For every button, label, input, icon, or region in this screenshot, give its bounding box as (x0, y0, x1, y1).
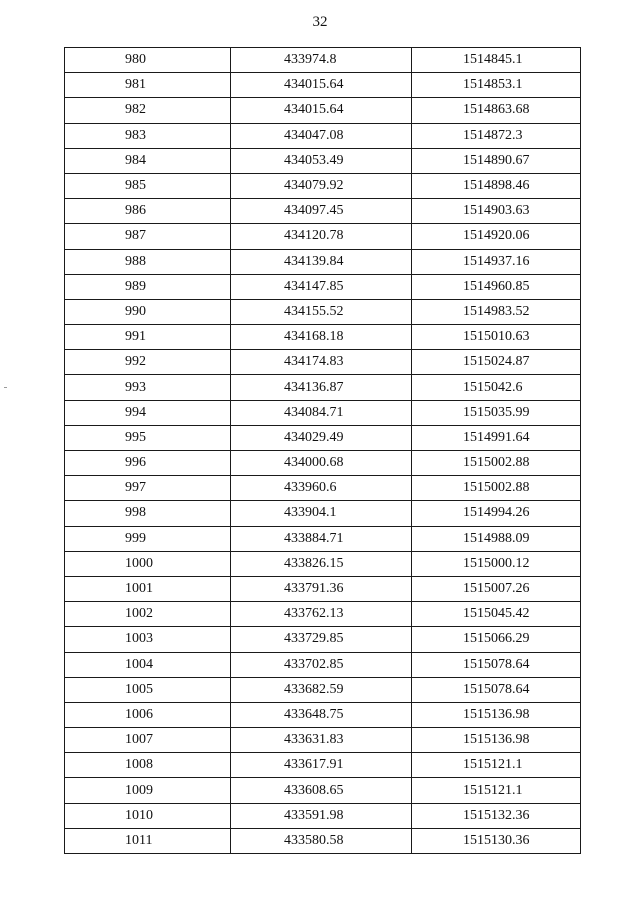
y-coordinate-cell: 1514898.46 (412, 173, 581, 198)
table-row (65, 325, 581, 350)
point-number-cell: 1008 (65, 753, 231, 778)
x-coordinate-cell: 434079.92 (231, 173, 412, 198)
y-coordinate-cell: 1514920.06 (412, 224, 581, 249)
point-number-cell: 996 (65, 451, 231, 476)
x-coordinate-cell: 433791.36 (231, 576, 412, 601)
x-coordinate-cell: 433762.13 (231, 602, 412, 627)
x-coordinate-cell: 434000.68 (231, 451, 412, 476)
table-row (65, 173, 581, 198)
table-row (65, 551, 581, 576)
point-number-cell: 1003 (65, 627, 231, 652)
y-coordinate-cell: 1515136.98 (412, 702, 581, 727)
x-coordinate-cell: 434015.64 (231, 73, 412, 98)
y-coordinate-cell: 1515136.98 (412, 728, 581, 753)
table-row (65, 627, 581, 652)
x-coordinate-cell: 433974.8 (231, 48, 412, 73)
table-row (65, 778, 581, 803)
x-coordinate-cell: 434139.84 (231, 249, 412, 274)
table-row (65, 249, 581, 274)
y-coordinate-cell: 1515024.87 (412, 350, 581, 375)
x-coordinate-cell: 434120.78 (231, 224, 412, 249)
table-row (65, 677, 581, 702)
point-number-cell: 994 (65, 400, 231, 425)
y-coordinate-cell: 1515002.88 (412, 451, 581, 476)
y-coordinate-cell: 1514872.3 (412, 123, 581, 148)
point-number-cell: 1009 (65, 778, 231, 803)
table-row (65, 48, 581, 73)
y-coordinate-cell: 1514863.68 (412, 98, 581, 123)
y-coordinate-cell: 1515035.99 (412, 400, 581, 425)
x-coordinate-cell: 434174.83 (231, 350, 412, 375)
table-row (65, 73, 581, 98)
table-row (65, 526, 581, 551)
y-coordinate-cell: 1515010.63 (412, 325, 581, 350)
table-row (65, 501, 581, 526)
x-coordinate-cell: 433608.65 (231, 778, 412, 803)
y-coordinate-cell: 1515121.1 (412, 753, 581, 778)
point-number-cell: 980 (65, 48, 231, 73)
x-coordinate-cell: 433580.58 (231, 828, 412, 853)
point-number-cell: 991 (65, 325, 231, 350)
point-number-cell: 993 (65, 375, 231, 400)
x-coordinate-cell: 433648.75 (231, 702, 412, 727)
y-coordinate-cell: 1514988.09 (412, 526, 581, 551)
y-coordinate-cell: 1514991.64 (412, 425, 581, 450)
table-row (65, 576, 581, 601)
y-coordinate-cell: 1515045.42 (412, 602, 581, 627)
point-number-cell: 983 (65, 123, 231, 148)
x-coordinate-cell: 433960.6 (231, 476, 412, 501)
y-coordinate-cell: 1515130.36 (412, 828, 581, 853)
point-number-cell: 984 (65, 148, 231, 173)
table-row (65, 728, 581, 753)
x-coordinate-cell: 434155.52 (231, 299, 412, 324)
x-coordinate-cell: 434029.49 (231, 425, 412, 450)
point-number-cell: 999 (65, 526, 231, 551)
y-coordinate-cell: 1514890.67 (412, 148, 581, 173)
table-row (65, 350, 581, 375)
table-row (65, 299, 581, 324)
table-row (65, 123, 581, 148)
point-number-cell: 1000 (65, 551, 231, 576)
point-number-cell: 1006 (65, 702, 231, 727)
x-coordinate-cell: 433826.15 (231, 551, 412, 576)
table-row (65, 652, 581, 677)
x-coordinate-cell: 433682.59 (231, 677, 412, 702)
x-coordinate-cell: 433617.91 (231, 753, 412, 778)
point-number-cell: 981 (65, 73, 231, 98)
point-number-cell: 995 (65, 425, 231, 450)
y-coordinate-cell: 1514853.1 (412, 73, 581, 98)
x-coordinate-cell: 433591.98 (231, 803, 412, 828)
page-number: 32 (312, 14, 328, 30)
x-coordinate-cell: 433904.1 (231, 501, 412, 526)
table-row (65, 98, 581, 123)
x-coordinate-cell: 434015.64 (231, 98, 412, 123)
x-coordinate-cell: 434168.18 (231, 325, 412, 350)
y-coordinate-cell: 1515121.1 (412, 778, 581, 803)
point-number-cell: 1001 (65, 576, 231, 601)
table-row (65, 274, 581, 299)
x-coordinate-cell: 433631.83 (231, 728, 412, 753)
point-number-cell: 1007 (65, 728, 231, 753)
point-number-cell: 1004 (65, 652, 231, 677)
point-number-cell: 987 (65, 224, 231, 249)
x-coordinate-cell: 434047.08 (231, 123, 412, 148)
x-coordinate-cell: 434147.85 (231, 274, 412, 299)
x-coordinate-cell: 433884.71 (231, 526, 412, 551)
point-number-cell: 1011 (65, 828, 231, 853)
y-coordinate-cell: 1515078.64 (412, 652, 581, 677)
y-coordinate-cell: 1514994.26 (412, 501, 581, 526)
x-coordinate-cell: 434097.45 (231, 199, 412, 224)
point-number-cell: 990 (65, 299, 231, 324)
y-coordinate-cell: 1515078.64 (412, 677, 581, 702)
point-number-cell: 992 (65, 350, 231, 375)
y-coordinate-cell: 1514845.1 (412, 48, 581, 73)
table-row (65, 375, 581, 400)
margin-mark (4, 387, 7, 388)
x-coordinate-cell: 433729.85 (231, 627, 412, 652)
point-number-cell: 986 (65, 199, 231, 224)
point-number-cell: 1002 (65, 602, 231, 627)
y-coordinate-cell: 1515000.12 (412, 551, 581, 576)
table-row (65, 199, 581, 224)
table-row (65, 602, 581, 627)
table-row (65, 224, 581, 249)
y-coordinate-cell: 1514960.85 (412, 274, 581, 299)
table-row (65, 702, 581, 727)
point-number-cell: 989 (65, 274, 231, 299)
y-coordinate-cell: 1515042.6 (412, 375, 581, 400)
y-coordinate-cell: 1515007.26 (412, 576, 581, 601)
coordinates-table (64, 47, 581, 854)
point-number-cell: 985 (65, 173, 231, 198)
x-coordinate-cell: 433702.85 (231, 652, 412, 677)
x-coordinate-cell: 434084.71 (231, 400, 412, 425)
point-number-cell: 997 (65, 476, 231, 501)
y-coordinate-cell: 1515132.36 (412, 803, 581, 828)
point-number-cell: 1005 (65, 677, 231, 702)
point-number-cell: 988 (65, 249, 231, 274)
point-number-cell: 982 (65, 98, 231, 123)
y-coordinate-cell: 1514983.52 (412, 299, 581, 324)
table-row (65, 148, 581, 173)
point-number-cell: 998 (65, 501, 231, 526)
table-row (65, 828, 581, 853)
table-row (65, 803, 581, 828)
table-row (65, 425, 581, 450)
table-row (65, 753, 581, 778)
table-row (65, 476, 581, 501)
y-coordinate-cell: 1515002.88 (412, 476, 581, 501)
x-coordinate-cell: 434136.87 (231, 375, 412, 400)
x-coordinate-cell: 434053.49 (231, 148, 412, 173)
table-row (65, 400, 581, 425)
coordinates-table-body (65, 48, 581, 854)
y-coordinate-cell: 1514937.16 (412, 249, 581, 274)
table-row (65, 451, 581, 476)
y-coordinate-cell: 1514903.63 (412, 199, 581, 224)
y-coordinate-cell: 1515066.29 (412, 627, 581, 652)
point-number-cell: 1010 (65, 803, 231, 828)
